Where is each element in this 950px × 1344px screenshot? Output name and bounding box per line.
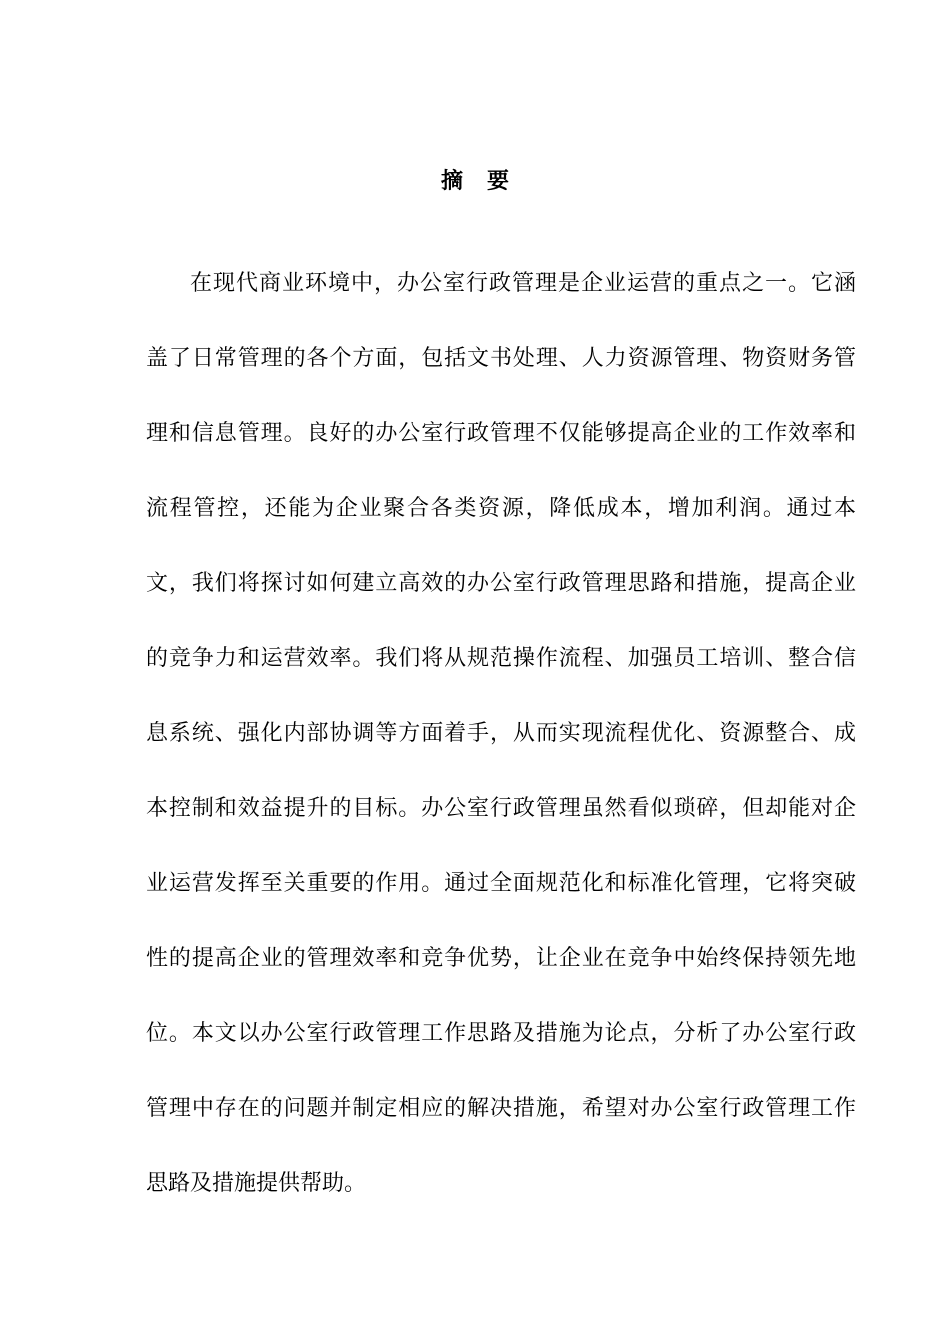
abstract-body (146, 265, 856, 1240)
paragraph-line: 管理中存在的问题并制定相应的解决措施，希望对办公室行政管理工作 (146, 1096, 856, 1121)
paragraph-line: 性的提高企业的管理效率和竞争优势，让企业在竞争中始终保持领先地 (146, 946, 856, 971)
paragraph-line: 息系统、强化内部协调等方面着手，从而实现流程优化、资源整合、成 (146, 721, 856, 746)
paragraph-line: 流程管控，还能为企业聚合各类资源，降低成本，增加利润。通过本 (146, 496, 856, 521)
paragraph-line: 本控制和效益提升的目标。办公室行政管理虽然看似琐碎，但却能对企 (146, 796, 856, 821)
paragraph-line: 业运营发挥至关重要的作用。通过全面规范化和标准化管理，它将突破 (146, 871, 856, 896)
page-title: 摘要 (440, 168, 533, 194)
paragraph-line: 盖了日常管理的各个方面，包括文书处理、人力资源管理、物资财务管 (146, 346, 856, 371)
paragraph-line: 文，我们将探讨如何建立高效的办公室行政管理思路和措施，提高企业 (146, 571, 856, 596)
paragraph-line: 的竞争力和运营效率。我们将从规范操作流程、加强员工培训、整合信 (146, 646, 856, 671)
paragraph-line: 位。本文以办公室行政管理工作思路及措施为论点，分析了办公室行政 (146, 1021, 856, 1046)
paragraph-line: 在现代商业环境中，办公室行政管理是企业运营的重点之一。它涵 (190, 271, 856, 296)
paragraph-line: 思路及措施提供帮助。 (146, 1171, 367, 1196)
paragraph-line: 理和信息管理。良好的办公室行政管理不仅能够提高企业的工作效率和 (146, 421, 856, 446)
